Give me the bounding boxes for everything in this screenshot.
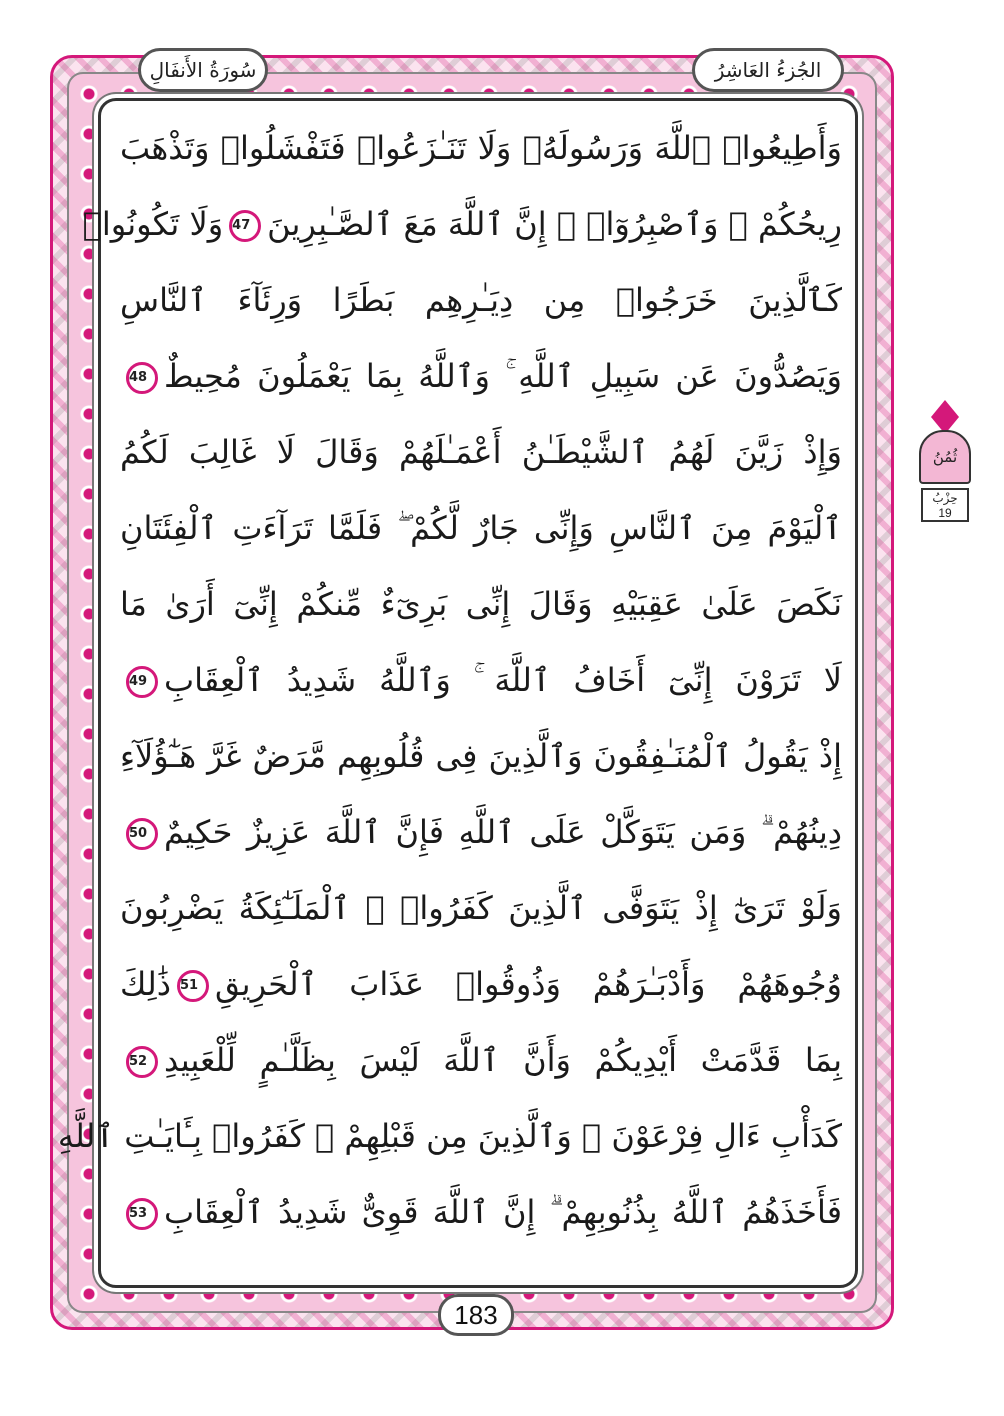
text-line [120, 648, 842, 712]
juz-label: الجُزءُ العَاشِرُ [692, 48, 844, 92]
text-line [120, 420, 842, 484]
ayah-number-marker: 48 [126, 362, 158, 394]
ayah-number-marker: 51 [177, 970, 209, 1002]
hizb-word: حِزْبُ [932, 491, 958, 505]
text-line [120, 344, 842, 408]
line-text: كَٱلَّذِينَ خَرَجُوا۟ مِن دِيَـٰرِهِم بَطَرًا وَرِئَآءَ ٱلنَّاسِ [120, 281, 842, 319]
line-text: بِمَا قَدَّمَتْ أَيْدِيكُمْ وَأَنَّ ٱللَّهَ لَيْسَ بِظَلَّـٰمٍ لِّلْعَبِيدِ [164, 1041, 842, 1079]
line-text: فَأَخَذَهُمُ ٱللَّهُ بِذُنُوبِهِمْ ۗ إِنَّ ٱللَّهَ قَوِىٌّ شَدِيدُ ٱلْعِقَابِ [164, 1193, 842, 1231]
ayah-number-marker: 53 [126, 1198, 158, 1230]
text-line [120, 952, 842, 1016]
line-text: رِيحُكُمْ ۖ وَٱصْبِرُوٓا۟ ۚ إِنَّ ٱللَّهَ مَعَ ٱلصَّـٰبِرِينَ [267, 205, 842, 243]
text-line [120, 1028, 842, 1092]
text-line [82, 192, 842, 256]
surah-label: سُورَةُ الأَنفَالِ [138, 48, 268, 92]
text-line [120, 572, 842, 636]
line-text-continuation: وَلَا تَكُونُوا۟ [82, 205, 224, 243]
text-line [120, 800, 842, 864]
line-text: وَإِذْ زَيَّنَ لَهُمُ ٱلشَّيْطَـٰنُ أَعْمَـٰلَهُمْ وَقَالَ لَا غَالِبَ لَكُمُ [120, 433, 842, 471]
text-line [120, 1180, 842, 1244]
line-text: ٱلْيَوْمَ مِنَ ٱلنَّاسِ وَإِنِّى جَارٌ لَّكُمْ ۖ فَلَمَّا تَرَآءَتِ ٱلْفِئَتَانِ [120, 509, 842, 547]
line-text: لَا تَرَوْنَ إِنِّىٓ أَخَافُ ٱللَّهَ ۚ وَٱللَّهُ شَدِيدُ ٱلْعِقَابِ [164, 661, 842, 699]
hizb-box [921, 488, 969, 522]
text-line [120, 876, 842, 940]
line-text: وُجُوهَهُمْ وَأَدْبَـٰرَهُمْ وَذُوقُوا۟ عَذَابَ ٱلْحَرِيقِ [214, 965, 842, 1003]
text-line [120, 116, 842, 180]
hizb-thumun-label: ثُمُنُ [919, 430, 971, 484]
text-line [120, 496, 842, 560]
line-text: وَيَصُدُّونَ عَن سَبِيلِ ٱللَّهِ ۚ وَٱللَّهُ بِمَا يَعْمَلُونَ مُحِيطٌ [164, 357, 842, 395]
line-text: دِينُهُمْ ۗ وَمَن يَتَوَكَّلْ عَلَى ٱللَّهِ فَإِنَّ ٱللَّهَ عَزِيزٌ حَكِيمٌ [164, 813, 842, 851]
hizb-ornament-icon [931, 400, 959, 434]
ayah-number-marker: 47 [229, 210, 261, 242]
line-text: وَلَوْ تَرَىٰٓ إِذْ يَتَوَفَّى ٱلَّذِينَ كَفَرُوا۟ ۙ ٱلْمَلَـٰٓئِكَةُ يَضْرِبُونَ [120, 889, 842, 927]
text-line [57, 1104, 842, 1168]
hizb-marker [915, 400, 975, 520]
text-line [120, 724, 842, 788]
ayah-number-marker: 49 [126, 666, 158, 698]
line-text: إِذْ يَقُولُ ٱلْمُنَـٰفِقُونَ وَٱلَّذِينَ فِى قُلُوبِهِم مَّرَضٌ غَرَّ هَـٰٓؤُلَآءِ [120, 737, 842, 775]
line-text: نَكَصَ عَلَىٰ عَقِبَيْهِ وَقَالَ إِنِّى بَرِىٓءٌ مِّنكُمْ إِنِّىٓ أَرَىٰ مَا [120, 585, 842, 623]
text-line [120, 268, 842, 332]
line-text: وَأَطِيعُوا۟ ٱللَّهَ وَرَسُولَهُۥ وَلَا تَنَـٰزَعُوا۟ فَتَفْشَلُوا۟ وَتَذْهَبَ [120, 129, 842, 167]
hizb-number: 19 [938, 506, 952, 520]
line-text-continuation: ذَٰلِكَ [120, 965, 171, 1003]
ayah-number-marker: 50 [126, 818, 158, 850]
ayah-number-marker: 52 [126, 1046, 158, 1078]
page-number: 183 [438, 1294, 514, 1336]
line-text: كَدَأْبِ ءَالِ فِرْعَوْنَ ۙ وَٱلَّذِينَ مِن قَبْلِهِمْ ۚ كَفَرُوا۟ بِـَٔايَـٰتِ ٱللَّهِ [57, 1117, 842, 1155]
